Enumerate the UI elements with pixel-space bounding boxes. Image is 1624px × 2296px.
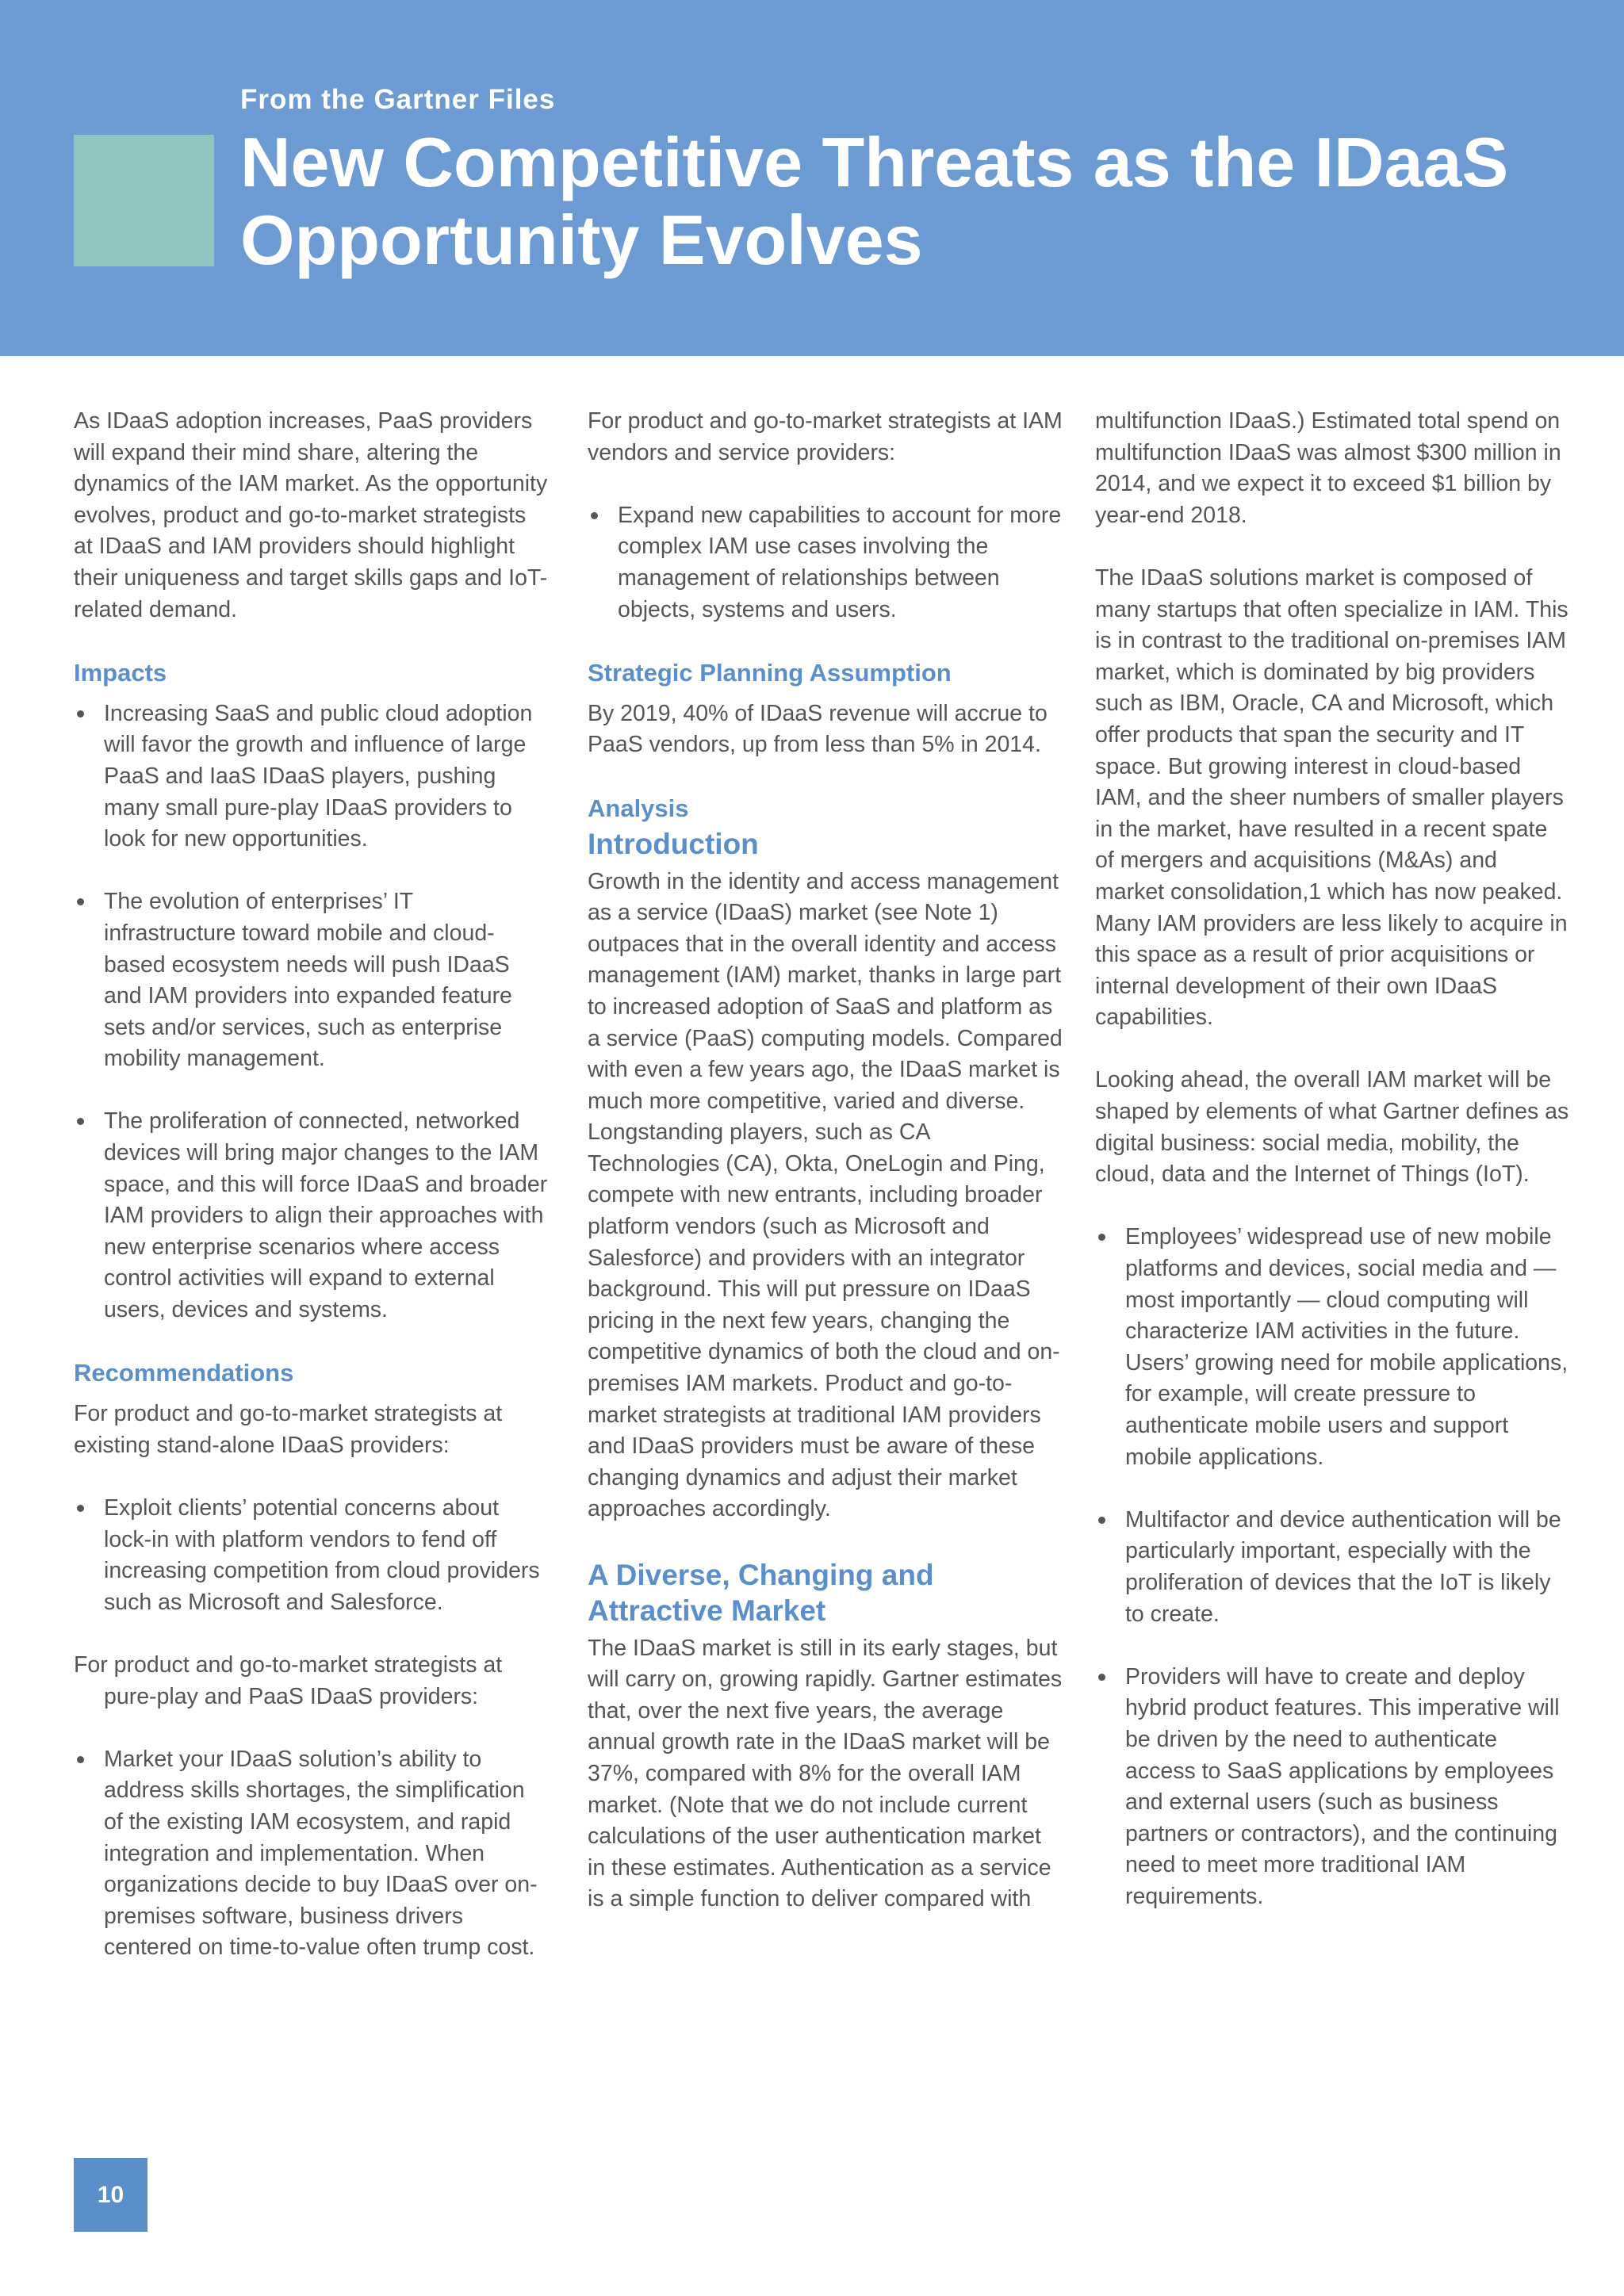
spa-heading: Strategic Planning Assumption — [588, 658, 952, 687]
recommendations-heading: Recommendations — [74, 1359, 294, 1387]
continued-text: multifunction IDaaS.) Estimated total spend on multifunction IDaaS was almost $300 million in 2014, and we expect it to exceed $1 billion by year-end 2018. — [1095, 408, 1561, 528]
market-text: The IDaaS solutions market is composed of many startups that often specialize in IAM. This is in contrast to the traditional on-premises IAM market, which is dominated by big providers such as IBM, Oracle, CA and Microsoft, which offer products that span the security and IT space. But growing interest in cloud-based IAM, and the sheer numbers of smaller players in the market, have resulted in a recent spate of mergers and acquisitions (M&As) and market consolidation,1 which has now peaked. Many IAM providers are less likely to acquire in this space as a result of prior acquisitions or internal development of their own IDaaS capabilities. — [1095, 564, 1568, 1031]
page-title: New Competitive Threats as the IDaaS Opportunity Evolves — [240, 123, 1509, 279]
list-item: The evolution of enterprises’ IT infrastructure toward mobile and cloud-based ecosystem needs will push IDaaS and IAM providers into expanded feature sets and/or services, such as enterprise mobility management. — [74, 886, 550, 1075]
looking-ahead-text: Looking ahead, the overall IAM market will be shaped by elements of what Gartner defines as digital business: social media, mobility, the cloud, data and the Internet of Things (IoT). — [1095, 1067, 1569, 1188]
decorative-square — [74, 135, 214, 266]
rec-pureplay-intro: For product and go-to-market strategists at pure-play and PaaS IDaaS providers: — [74, 1651, 503, 1709]
introduction-text: Growth in the identity and access management as a service (IDaaS) market (see Note 1) outpaces that in the overall identity and access management (IAM) market, thanks in large part to increased adoption of SaaS and platform as a service (PaaS) computing models. Compared with even a few years ago, the IDaaS market is much more competitive, varied and diverse. Longstanding players, such as CA Technologies (CA), Okta, OneLogin and Ping, compete with new entrants, including broader platform vendors (such as Microsoft and Salesforce) and providers with an integrator background. This will put pressure on IDaaS pricing in the next few years, changing the competitive dynamics of both the cloud and on-premises IAM markets. Product and go-to-market strategists at traditional IAM providers and IDaaS providers must be aware of these changing dynamics and adjust their market approaches accordingly. — [588, 868, 1063, 1522]
list-item: The proliferation of connected, networked devices will bring major changes to the IAM space, and this will force IDaaS and broader IAM providers to align their approaches with new enterprise scenarios where access control activities will expand to external users, devices and systems. — [74, 1106, 550, 1326]
list-item: Providers will have to create and deploy hybrid product features. This imperative will be driven by the need to authenticate access to SaaS applications by employees and external users (such as business partners or contractors), and the continuing need to meet more traditional IAM requirements. — [1095, 1662, 1571, 1913]
digital-business-list — [1095, 1222, 1571, 1912]
header-banner — [0, 0, 1624, 356]
impacts-heading: Impacts — [74, 658, 167, 687]
diverse-market-heading: A Diverse, Changing and Attractive Market — [588, 1558, 934, 1627]
list-item: Expand new capabilities to account for more complex IAM use cases involving the management of relationships between objects, systems and users. — [588, 500, 1063, 626]
list-item: Employees’ widespread use of new mobile platforms and devices, social media and — most importantly — cloud computing will characterize IAM activities in the future. Users’ growing need for mobile applications, for example, will create pressure to authenticate mobile users and support mobile applications. — [1095, 1222, 1571, 1473]
section-kicker: From the Gartner Files — [240, 84, 556, 115]
rec-standalone-intro: For product and go-to-market strategists at existing stand-alone IDaaS providers: — [74, 1401, 503, 1458]
rec-pureplay-list — [74, 1744, 550, 1964]
introduction-heading: Introduction — [588, 827, 759, 860]
intro-paragraph: As IDaaS adoption increases, PaaS providers will expand their mind share, altering the dynamics of the IAM market. As the opportunity evolves, product and go-to-market strategists at IDaaS and IAM providers should highlight their uniqueness and target skills gaps and IoT-related demand. — [74, 408, 548, 622]
list-item: Increasing SaaS and public cloud adoption will favor the growth and influence of large PaaS and IaaS IDaaS players, pushing many small pure-play IDaaS providers to look for new opportunities. — [74, 698, 550, 855]
column-2 — [588, 406, 1063, 1947]
column-3 — [1095, 406, 1571, 1944]
list-item: Market your IDaaS solution’s ability to address skills shortages, the simplification of the existing IAM ecosystem, and rapid integration and implementation. When organizations decide to buy IDaaS over on-premises software, business drivers centered on time-to-value often trump cost. — [74, 1744, 550, 1964]
analysis-heading: Analysis — [588, 794, 689, 822]
rec-vendors-intro: For product and go-to-market strategists at IAM vendors and service providers: — [588, 408, 1063, 465]
list-item: Exploit clients’ potential concerns about lock-in with platform vendors to fend off increasing competition from cloud providers such as Microsoft and Salesforce. — [74, 1493, 550, 1618]
spa-text: By 2019, 40% of IDaaS revenue will accrue to PaaS vendors, up from less than 5% in 2014. — [588, 700, 1048, 758]
rec-vendors-list — [588, 500, 1063, 626]
page-number: 10 — [74, 2158, 147, 2232]
diverse-market-text: The IDaaS market is still in its early stages, but will carry on, growing rapidly. Gartner estimates that, over the next five years, the average annual growth rate in the IDaaS market will be 37%, compared with 8% for the overall IAM market. (Note that we do not include current calculations of the user authentication market in these estimates. Authentication as a service is a simple function to deliver compared with — [588, 1635, 1063, 1912]
rec-standalone-list — [74, 1493, 550, 1618]
list-item: Multifactor and device authentication will be particularly important, especially with the proliferation of devices that the IoT is likely to create. — [1095, 1505, 1571, 1630]
column-1 — [74, 406, 550, 1996]
impacts-list — [74, 698, 550, 1326]
